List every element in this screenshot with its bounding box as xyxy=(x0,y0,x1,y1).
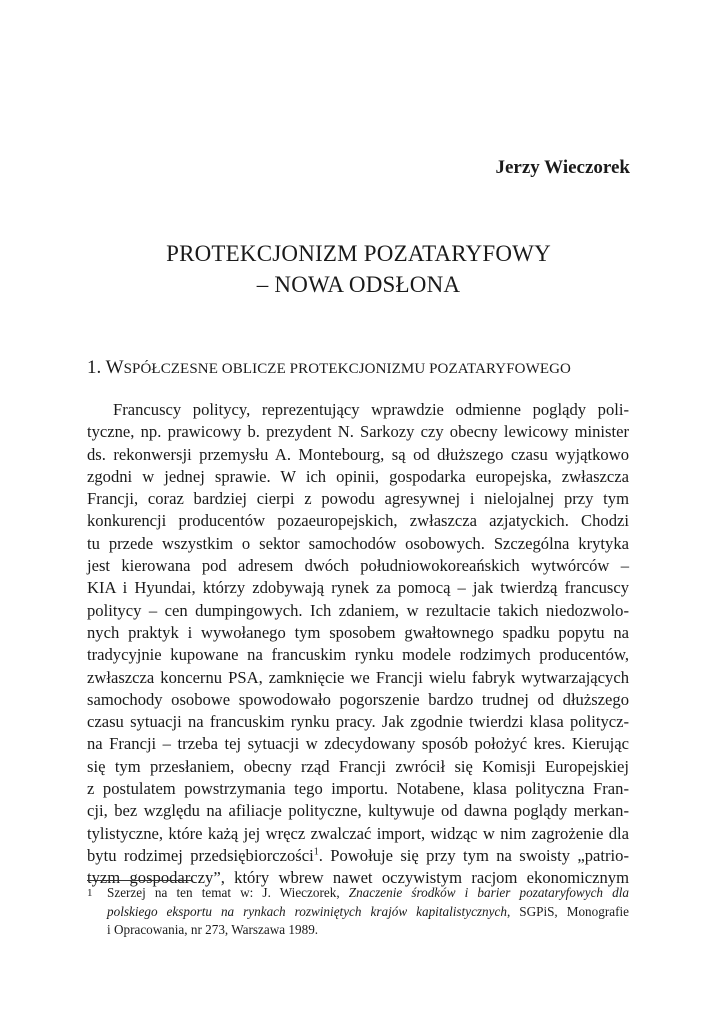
footnote-cited-title: Znaczenie środków i barier pozataryfowych dla xyxy=(348,885,629,900)
author-name: Jerzy Wieczorek xyxy=(495,157,630,178)
body-line: zgodni w jednej sprawie. W ich opinii, gospodarka europejska, zwłaszcza xyxy=(87,466,629,486)
body-line: na Francji – trzeba tej sytuacji w zdecydowany sposób położyć kres. Kierując xyxy=(87,734,629,754)
chapter-title-line-1: PROTEKCJONIZM POZATARYFOWY xyxy=(166,241,551,266)
footnote-prefix: Szerzej na ten temat w: J. Wieczorek, xyxy=(107,885,349,900)
chapter-title-line-2: – NOWA ODSŁONA xyxy=(256,272,461,297)
body-line: czasu sytuacji na francuskim rynku pracy. Jak zgodnie twierdzi klasa politycz- xyxy=(87,712,629,732)
body-line: KIA i Hyundai, którzy zdobywają rynek za pomocą – jak twierdzą francuscy xyxy=(87,578,629,598)
body-paragraph xyxy=(87,399,629,890)
footnote-cited-title-cont: polskiego eksportu na rynkach rozwiniętych krajów kapitalistycznych xyxy=(107,903,507,919)
footnote-publisher: , SGPiS, Monografie xyxy=(506,903,629,919)
body-line: z postulatem powstrzymania tego importu. Notabene, klasa polityczna Fran- xyxy=(87,779,629,799)
body-line: ds. rekonwersji przemysłu A. Montebourg, są od dłuższego czasu wyjątkowo xyxy=(87,444,629,464)
chapter-title xyxy=(0,238,717,300)
body-line: tylistyczne, które każą jej wręcz zwalczać import, widząc w nim zagrożenie dla xyxy=(87,823,629,843)
body-text-segment: bytu rodzimej przedsiębiorczości xyxy=(87,845,314,865)
section-initial: W xyxy=(105,357,124,378)
footnote-body xyxy=(87,884,629,940)
body-line: Francji, coraz bardziej cierpi z powodu agresywnej i nielojalnej przy tym xyxy=(87,489,629,509)
body-line: jest kierowana pod adresem dwóch południowokoreańskich wytwórców – xyxy=(87,556,629,576)
body-line: Francuscy politycy, reprezentujący wprawdzie odmienne poglądy poli- xyxy=(113,400,629,419)
body-line: cji, bez względu na afiliacje polityczne, kultywuje od dawna poglądy merkan- xyxy=(87,801,629,821)
body-line: politycy – cen dumpingowych. Ich zdaniem, w rezultacie takich niedozwolo- xyxy=(87,600,629,620)
body-line: zwłaszcza koncernu PSA, zamknięcie we Francji wielu fabryk wytwarzających xyxy=(87,667,629,687)
footnote-line: i Opracowania, nr 273, Warszawa 1989. xyxy=(107,922,319,937)
footnote-number: 1 xyxy=(87,887,93,899)
footnote-reference[interactable]: 1 xyxy=(313,846,319,858)
footnote xyxy=(87,884,629,940)
body-line: się tym przesłaniem, obecny rząd Francji zwrócił się Komisji Europejskiej xyxy=(87,756,629,776)
footnote-line xyxy=(107,903,629,922)
footnote-separator xyxy=(87,880,193,881)
body-line-with-footnote-ref xyxy=(87,845,629,867)
body-line: samochody osobowe spowodowało pogorszenie bardzo trudnej od dłuższego xyxy=(87,689,629,709)
section-heading xyxy=(87,357,571,379)
body-line: tyzm gospodarczy”, który wbrew nawet oczywistym racjom ekonomicznym xyxy=(87,868,629,888)
body-line: tradycyjnie kupowane na francuskim rynku modele rodzimych producentów, xyxy=(87,645,629,665)
body-line: konkurencji producentów pozaeuropejskich, zwłaszcza azjatyckich. Chodzi xyxy=(87,511,629,531)
section-number: 1. xyxy=(87,357,106,378)
footnote-line xyxy=(107,884,629,903)
section-title: SPÓŁCZESNE OBLICZE PROTEKCJONIZMU POZATARYFOWEGO xyxy=(123,361,571,377)
body-line: tyczne, np. prawicowy b. prezydent N. Sarkozy czy obecny lewicowy minister xyxy=(87,422,629,442)
body-line: nych praktyk i wywołanego tym sposobem gwałtownego spadku popytu na xyxy=(87,622,629,642)
body-text-segment: . Powołuje się przy tym na swoisty „patrio- xyxy=(318,845,629,865)
body-line: tu przede wszystkim o sektor samochodów osobowych. Szczególna krytyka xyxy=(87,533,629,553)
